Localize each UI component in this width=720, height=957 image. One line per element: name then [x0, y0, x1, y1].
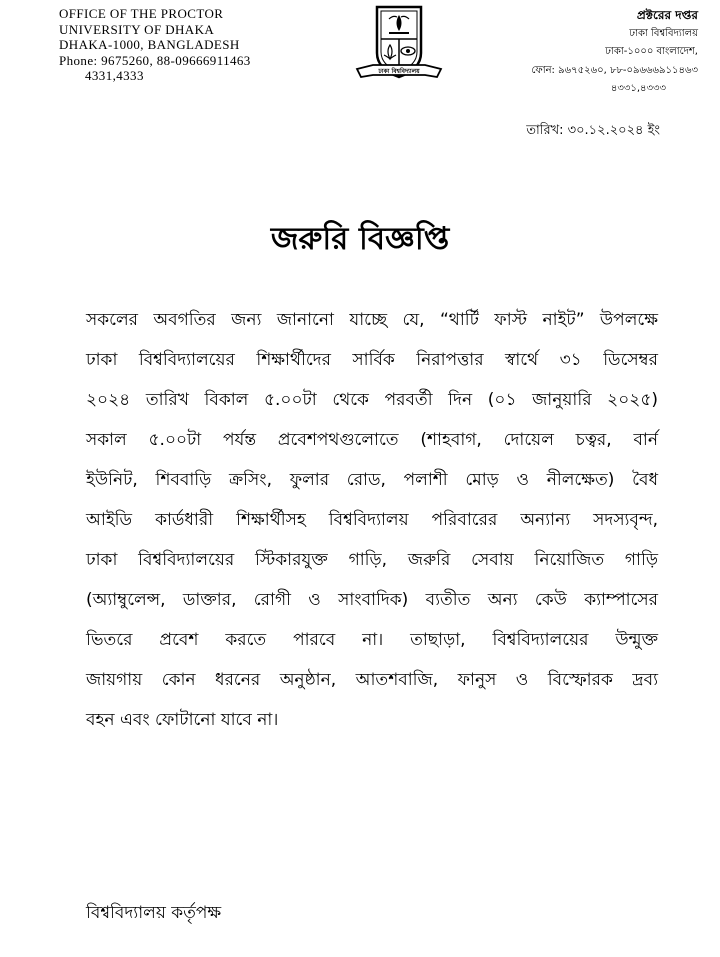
university-name-bn: ঢাকা বিশ্ববিদ্যালয়	[629, 27, 698, 39]
phone-ext-bn: ৪৩৩১,৪৩৩৩	[610, 83, 666, 94]
address-bn: ঢাকা-১০০০ বাংলাদেশ,	[605, 46, 698, 57]
address-en: DHAKA-1000, BANGLADESH	[59, 37, 240, 52]
body-line: ঢাকা বিশ্ববিদ্যালয়ের স্টিকারযুক্ত গাড়ি, জরুরি সেবায় নিয়োজিত গাড়ি	[86, 550, 658, 570]
body-line: (অ্যাম্বুলেন্স, ডাক্তার, রোগী ও সাংবাদিক) ব্যতীত অন্য কেউ ক্যাম্পাসের	[86, 590, 658, 610]
body-line: সকলের অবগতির জন্য জানানো যাচ্ছে যে, “থার্টি ফাস্ট নাইট” উপলক্ষে	[86, 310, 658, 330]
office-name-en: OFFICE OF THE PROCTOR	[59, 6, 224, 21]
phone-bn: ফোন: ৯৬৭৫২৬০, ৮৮-০৯৬৬৬৯১১৪৬৩	[531, 64, 698, 76]
body-line: আইডি কার্ডধারী শিক্ষার্থীসহ বিশ্ববিদ্যালয় পরিবারের অন্যান্য সদস্যবৃন্দ,	[86, 510, 658, 530]
body-line: বহন এবং ফোটানো যাবে না।	[86, 710, 279, 730]
notice-title: জরুরি বিজ্ঞপ্তি	[270, 221, 450, 257]
body-line: ইউনিট, শিববাড়ি ক্রসিং, ফুলার রোড, পলাশী মোড় ও নীলক্ষেত) বৈধ	[86, 470, 658, 490]
office-name-bn: প্রক্টরের দপ্তর	[636, 8, 698, 22]
phone-en: Phone: 9675260, 88-09666911463	[59, 52, 251, 68]
body-line: ভিতরে প্রবেশ করতে পারবে না। তাছাড়া, বিশ্ববিদ্যালয়ের উন্মুক্ত	[86, 630, 658, 650]
signature-authority: বিশ্ববিদ্যালয় কর্তৃপক্ষ	[86, 903, 222, 923]
body-line: ঢাকা বিশ্ববিদ্যালয়ের শিক্ষার্থীদের সার্বিক নিরাপত্তার স্বার্থে ৩১ ডিসেম্বর	[86, 350, 658, 370]
office-header-english	[59, 6, 309, 84]
university-name-en: UNIVERSITY OF DHAKA	[59, 21, 215, 37]
body-line: জায়গায় কোন ধরনের অনুষ্ঠান, আতশবাজি, ফানুস ও বিস্ফোরক দ্রব্য	[86, 670, 658, 690]
body-line: ২০২৪ তারিখ বিকাল ৫.০০টা থেকে পরবর্তী দিন (০১ জানুয়ারি ২০২৫)	[86, 390, 658, 410]
phone-ext-en: 4331,4333	[85, 68, 144, 83]
notice-date: তারিখ: ৩০.১২.২০২৪ ইং	[526, 123, 660, 138]
office-header-bangla	[438, 6, 698, 99]
university-seal-logo	[353, 3, 445, 85]
body-line: সকাল ৫.০০টা পর্যন্ত প্রবেশপথগুলোতে (শাহবাগ, দোয়েল চত্বর, বার্ন	[86, 430, 658, 450]
notice-body	[86, 300, 658, 740]
logo-banner-text: ঢাকা বিশ্ববিদ্যালয়	[378, 68, 420, 75]
